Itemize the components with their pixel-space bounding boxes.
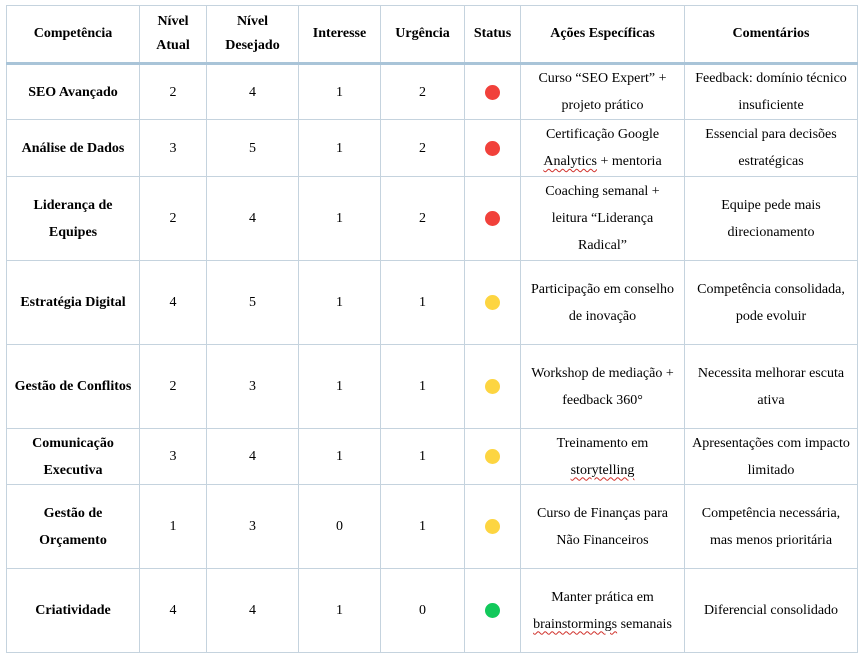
urgencia-cell: 0 [381,569,465,653]
status-dot-icon [485,211,500,226]
status-dot-icon [485,519,500,534]
status-dot-icon [485,295,500,310]
nivel-atual-cell: 2 [140,345,207,429]
comentarios-cell: Essencial para decisões estratégicas [685,120,858,177]
competencia-cell: Liderança de Equipes [7,177,140,261]
acoes-cell [521,569,685,653]
nivel-desejado-cell: 5 [207,261,299,345]
competencia-cell: Estratégia Digital [7,261,140,345]
acoes-cell [521,429,685,485]
interesse-cell: 1 [299,64,381,120]
spellcheck-word: storytelling [570,462,635,478]
spellcheck-word: Analytics [543,154,597,169]
header-interesse: Interesse [299,6,381,64]
acoes-text: + mentoria [597,154,662,169]
status-cell [465,64,521,120]
header-urgencia: Urgência [381,6,465,64]
nivel-atual-cell: 3 [140,120,207,177]
acoes-cell: Workshop de mediação + feedback 360° [521,345,685,429]
acoes-cell: Participação em conselho de inovação [521,261,685,345]
comentarios-cell: Diferencial consolidado [685,569,858,653]
competencia-cell: SEO Avançado [7,64,140,120]
competencia-cell: Análise de Dados [7,120,140,177]
nivel-atual-cell: 4 [140,261,207,345]
table-row [7,345,858,429]
acoes-text: Manter prática em [551,589,654,605]
header-comentarios: Comentários [685,6,858,64]
header-row [7,6,858,64]
urgencia-cell: 1 [381,485,465,569]
table-row [7,177,858,261]
header-status: Status [465,6,521,64]
comentarios-cell: Feedback: domínio técnico insuficiente [685,64,858,120]
acoes-text: semanais [617,616,672,632]
comentarios-cell: Necessita melhorar escuta ativa [685,345,858,429]
acoes-cell: Curso de Finanças para Não Financeiros [521,485,685,569]
nivel-atual-cell: 2 [140,177,207,261]
nivel-atual-cell: 1 [140,485,207,569]
urgencia-cell: 2 [381,177,465,261]
nivel-desejado-cell: 4 [207,177,299,261]
table-row [7,261,858,345]
competency-table [6,5,858,653]
status-cell [465,261,521,345]
acoes-text: Treinamento em [556,435,649,451]
nivel-desejado-cell: 5 [207,120,299,177]
table-row [7,64,858,120]
table-row [7,485,858,569]
competencia-cell: Gestão de Orçamento [7,485,140,569]
header-competencia: Competência [7,6,140,64]
comentarios-cell: Competência necessária, mas menos prioritária [685,485,858,569]
interesse-cell: 1 [299,120,381,177]
urgencia-cell: 1 [381,345,465,429]
nivel-atual-cell: 3 [140,429,207,485]
acoes-cell: Curso “SEO Expert” + projeto prático [521,64,685,120]
acoes-cell [521,120,685,177]
interesse-cell: 1 [299,177,381,261]
nivel-desejado-cell: 4 [207,64,299,120]
status-cell [465,345,521,429]
header-acoes: Ações Específicas [521,6,685,64]
competencia-cell: Criatividade [7,569,140,653]
urgencia-cell: 2 [381,120,465,177]
status-cell [465,485,521,569]
interesse-cell: 1 [299,569,381,653]
header-nivel-atual: Nível Atual [140,6,207,64]
competencia-cell: Comunicação Executiva [7,429,140,485]
status-dot-icon [485,141,500,156]
acoes-cell: Coaching semanal + leitura “Liderança Radical” [521,177,685,261]
nivel-desejado-cell: 3 [207,485,299,569]
status-dot-icon [485,603,500,618]
table-row [7,569,858,653]
status-dot-icon [485,379,500,394]
status-cell [465,120,521,177]
interesse-cell: 0 [299,485,381,569]
status-cell [465,429,521,485]
nivel-atual-cell: 2 [140,64,207,120]
nivel-desejado-cell: 4 [207,429,299,485]
urgencia-cell: 1 [381,261,465,345]
competencia-cell: Gestão de Conflitos [7,345,140,429]
interesse-cell: 1 [299,345,381,429]
comentarios-cell: Equipe pede mais direcionamento [685,177,858,261]
table-row [7,429,858,485]
status-cell [465,177,521,261]
interesse-cell: 1 [299,429,381,485]
spellcheck-word: brainstormings [533,616,618,632]
interesse-cell: 1 [299,261,381,345]
nivel-desejado-cell: 3 [207,345,299,429]
status-cell [465,569,521,653]
status-dot-icon [485,449,500,464]
status-dot-icon [485,85,500,100]
comentarios-cell: Apresentações com impacto limitado [685,429,858,485]
nivel-atual-cell: 4 [140,569,207,653]
acoes-text: Certificação Google [545,127,660,142]
table-row [7,120,858,177]
urgencia-cell: 1 [381,429,465,485]
comentarios-cell: Competência consolidada, pode evoluir [685,261,858,345]
header-nivel-desejado: Nível Desejado [207,6,299,64]
nivel-desejado-cell: 4 [207,569,299,653]
urgencia-cell: 2 [381,64,465,120]
